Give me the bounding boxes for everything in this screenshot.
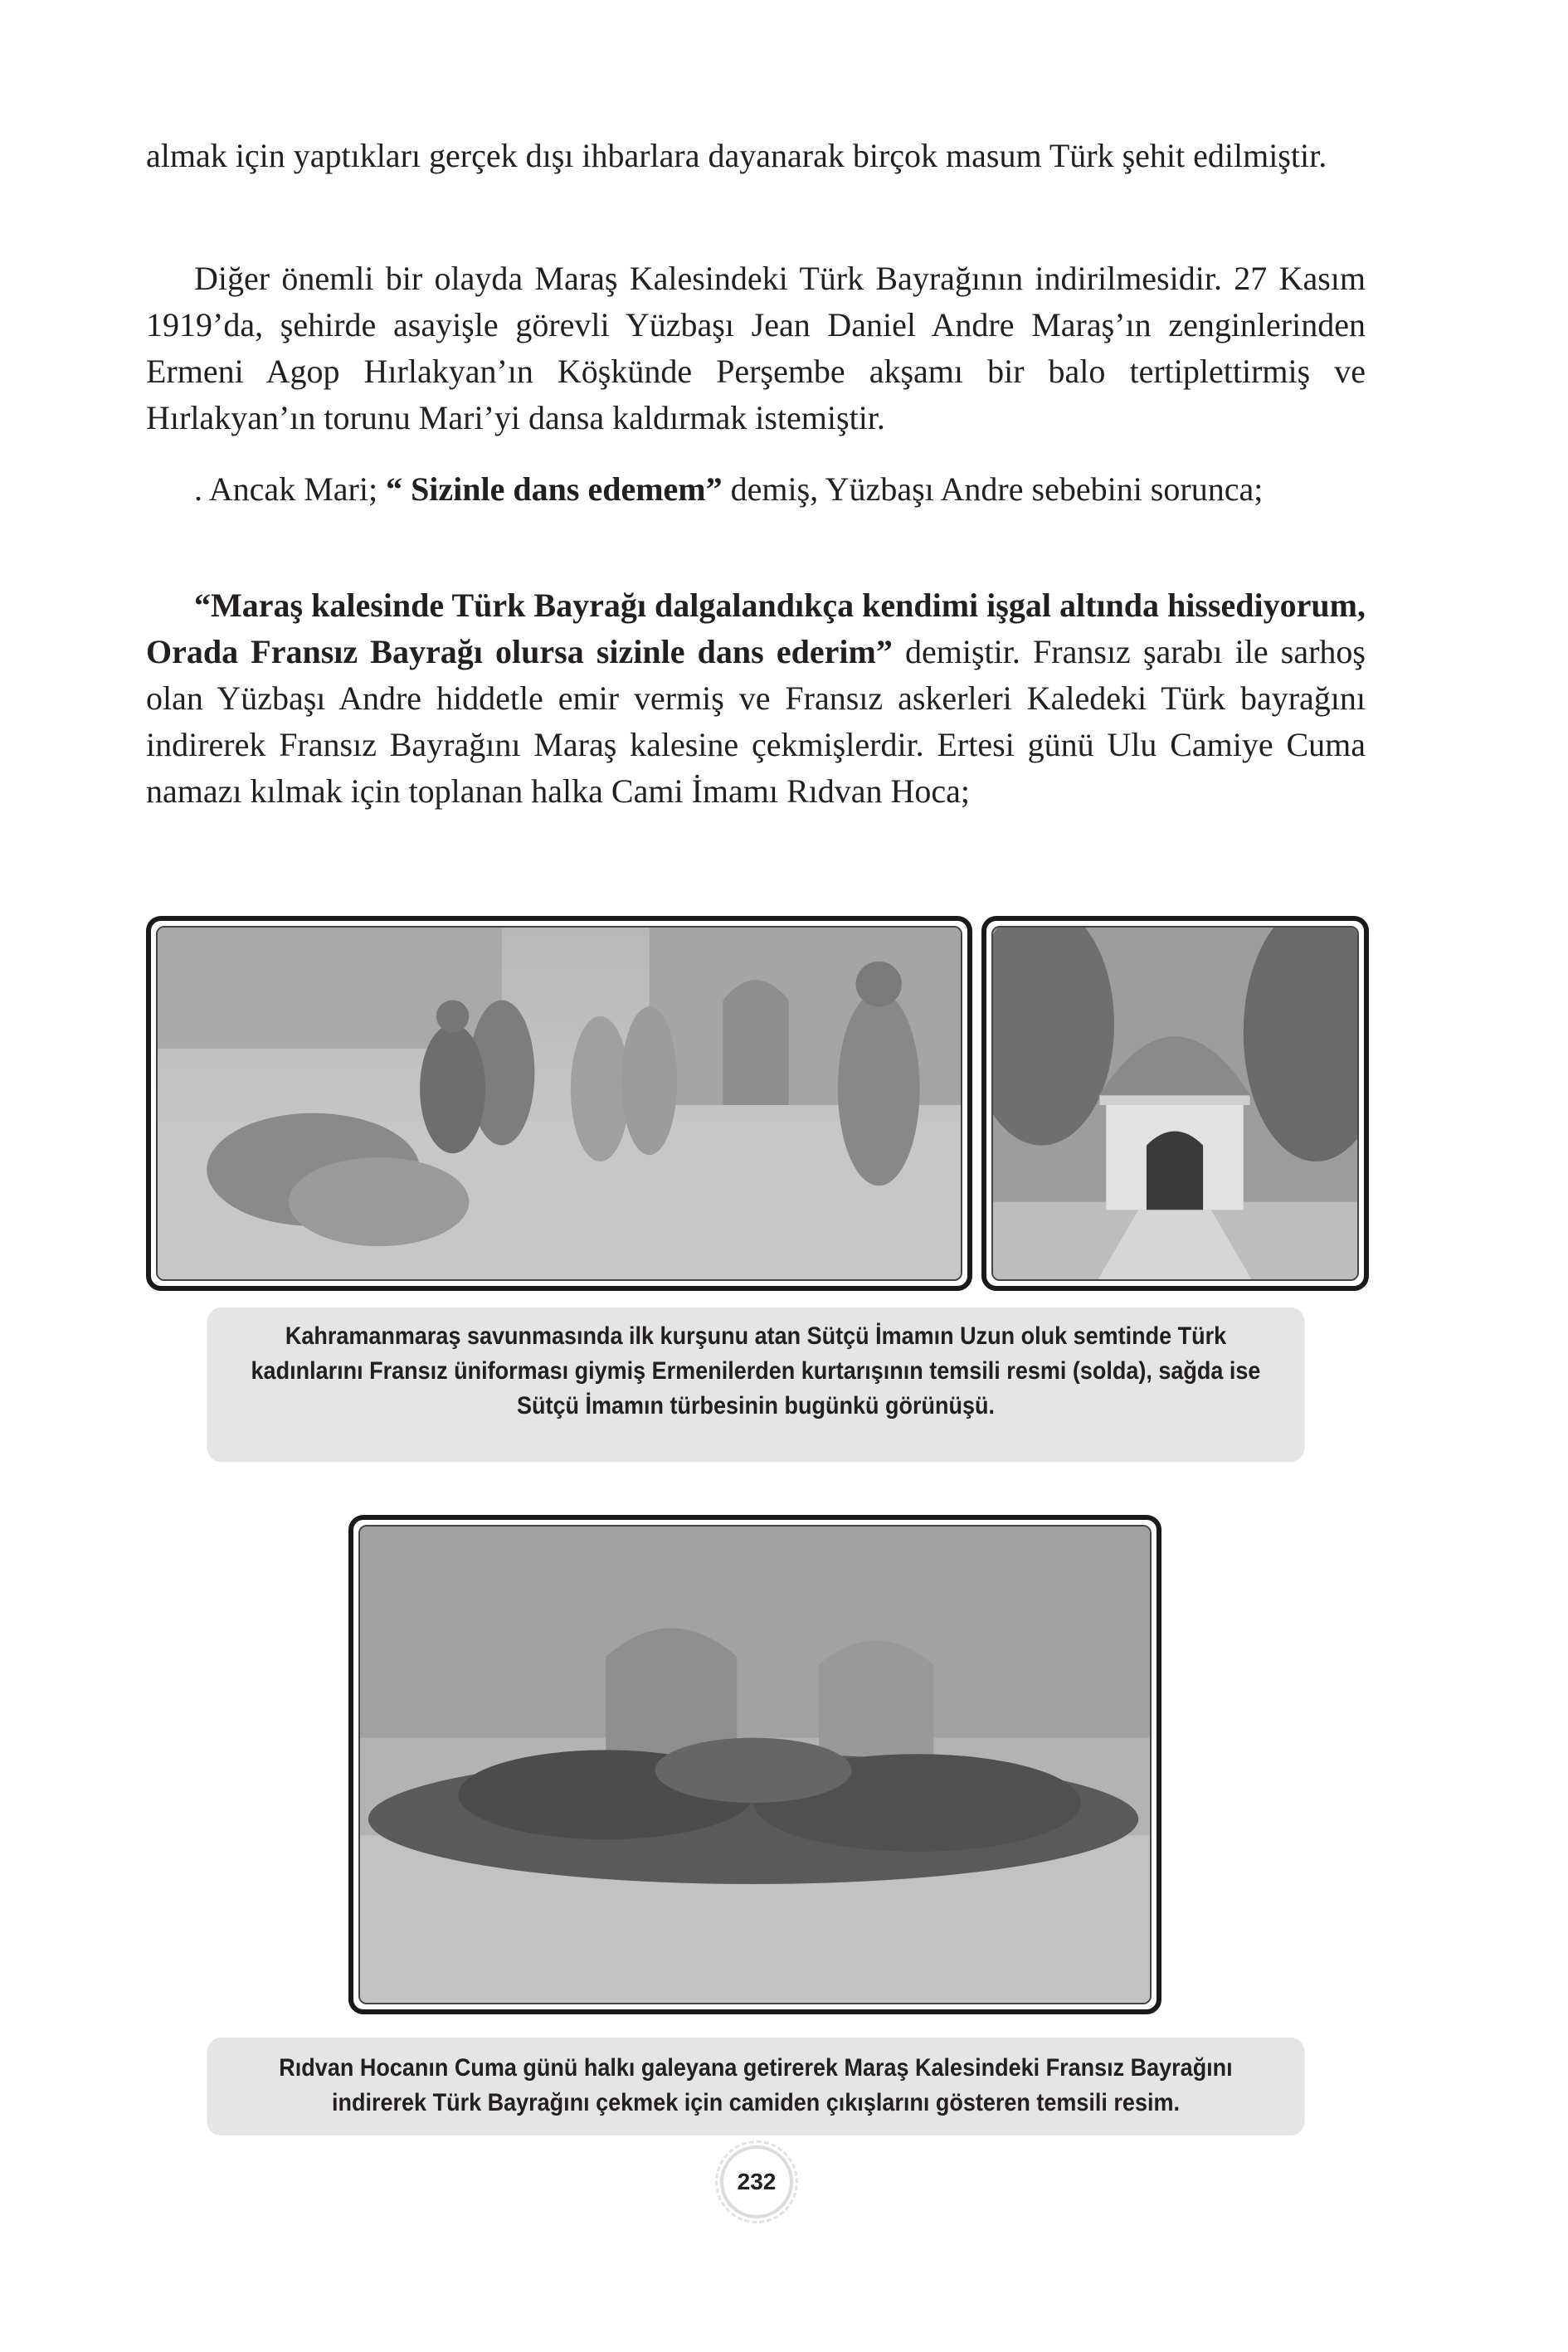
paragraph-4-text: [146, 582, 1366, 815]
caption-top-images: Kahramanmaraş savunmasında ilk kurşunu atan Sütçü İmamın Uzun oluk semtinde Türk kadınlarını Fransız üniforması giymiş Ermenilerden kurtarışının temsili resmi (solda), sağda ise Sütçü İmamın türbesinin bugünkü görünüşü.: [207, 1307, 1305, 1462]
mosque-crowd-image: [360, 1527, 1150, 2003]
flag-quote: “Maraş kalesinde Türk Bayrağı dalgalandıkça kendimi işgal altında hissediyorum, Orada Fransız Bayrağı olursa sizinle dans ederim”: [146, 587, 1366, 670]
page-number: 232: [720, 2145, 793, 2218]
paragraph-3: [146, 466, 1366, 513]
paragraph-4: [146, 582, 1366, 815]
paragraph-3-tail: demiş, Yüzbaşı Andre sebebini sorunca;: [722, 470, 1264, 508]
mosque-crowd-illustration: [348, 1515, 1161, 2014]
paragraph-2-text: Diğer önemli bir olayda Maraş Kalesindeki Türk Bayrağının indirilmesidir. 27 Kasım 1919’da, şehirde asayişle görevli Yüzbaşı Jean Daniel Andre Maraş’ın zenginlerinden Ermeni Agop Hırlakyan’ın Köşkünde Perşembe akşamı bir balo tertiplettirmiş ve Hırlakyan’ın torunu Mari’yi dansa kaldırmak istemiştir.: [146, 260, 1366, 436]
street-scene-image: [158, 928, 961, 1279]
mari-quote: “ Sizinle dans edemem”: [386, 470, 723, 508]
caption-bottom-image: Rıdvan Hocanın Cuma günü halkı galeyana getirerek Maraş Kalesindeki Fransız Bayrağını indirerek Türk Bayrağını çekmek için camiden çıkışlarını gösteren temsili resim.: [207, 2038, 1305, 2135]
paragraph-1-text: almak için yaptıkları gerçek dışı ihbarlara dayanarak birçok masum Türk şehit edilmiştir.: [146, 137, 1327, 174]
paragraph-4-tail: demiştir. Fransız şarabı ile sarhoş olan Yüzbaşı Andre hiddetle emir vermiş ve Fransız askerleri Kaledeki Türk bayrağını indirerek Fransız Bayrağını Maraş kalesine çekmişlerdir. Ertesi günü Ulu Camiye Cuma namazı kılmak için toplanan halka Cami İmamı Rıdvan Hoca;: [146, 633, 1366, 810]
paragraph-2: [146, 256, 1366, 441]
street-scene-illustration: [146, 916, 972, 1291]
paragraph-1: [146, 133, 1366, 179]
paragraph-3-lead: . Ancak Mari;: [194, 470, 387, 508]
tomb-photo: [981, 916, 1369, 1291]
tomb-image: [993, 928, 1357, 1279]
paragraph-3-text: [146, 466, 1366, 513]
